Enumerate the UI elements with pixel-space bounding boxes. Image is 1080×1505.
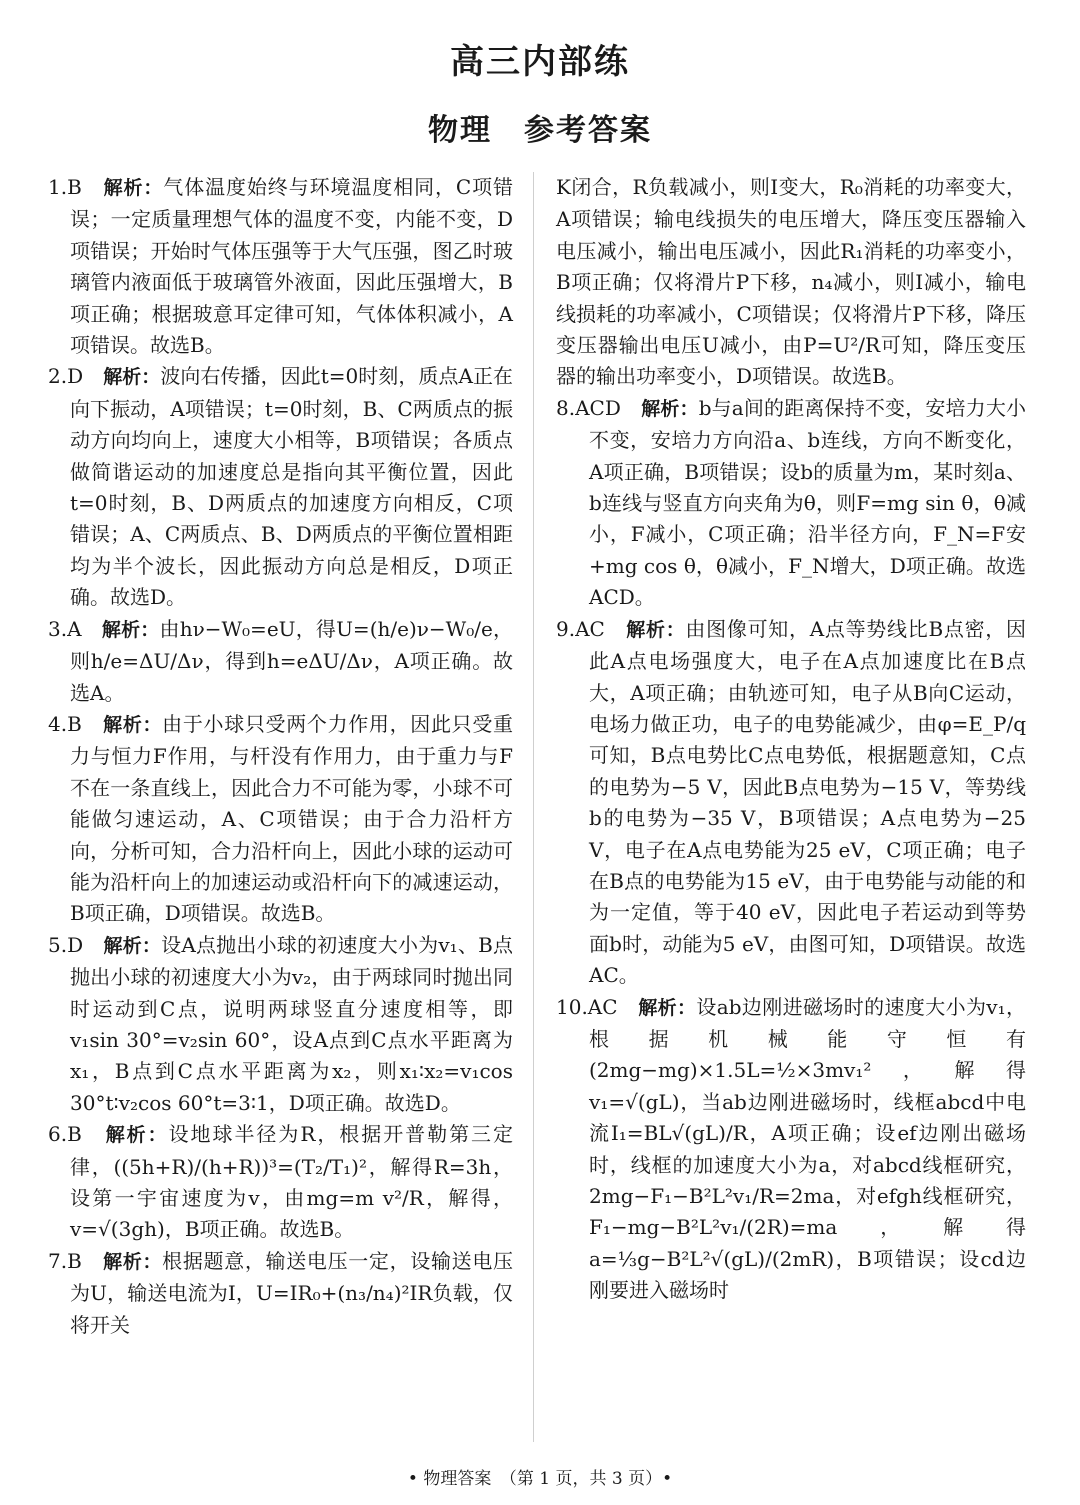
answer-text: 由于小球只受两个力作用，因此只受重力与恒力F作用，与杆没有作用力，由于重力与F不在一条直线上，因此合力不可能为零，小球不可能做匀速运动，A、C项错误；由于合力沿杆方向，分析可知，合力沿杆向上，因此小球的运动可能为沿杆向上的加速运动或沿杆向下的减速运动，B项正确，D项错误。故选B。 [70,711,513,926]
answer-item [48,361,513,613]
answer-label: 解析： [103,713,163,736]
answer-item [48,172,513,361]
answer-item [48,614,513,709]
answer-text: K闭合，R负载减小，则I变大，R₀消耗的功率变大，A项错误；输电线损失的电压增大，降压变压器输入电压减小，输出电压减小，因此R₁消耗的功率变小，B项正确；仅将滑片P下移，n₄减小，则I减小，输电线损耗的功率减小，C项错误；仅将滑片P下移，降压变压器输出电压U减小，由P=U²/R可知，降压变压器的输出功率变小，D项错误。故选B。 [556,175,1026,389]
answer-item [556,614,1026,992]
answer-label: 解析： [101,618,160,641]
page-subtitle: 物理 参考答案 [428,113,652,148]
answer-item [556,393,1026,614]
answer-number: 1.B [48,175,82,199]
answer-text: b与a间的距离保持不变，安培力大小不变，安培力方向沿a、b连线，方向不断变化，A项正确，B项错误；设b的质量为m，某时刻a、b连线与竖直方向夹角为θ，则F=mg sin θ，θ减小，F减小，C项正确；沿半径方向，F_N=F安+mg cos θ，θ减小，F_N增大，D项正确。故选ACD。 [589,395,1026,610]
answer-item [48,1246,513,1341]
answer-number: 9.AC [556,616,605,641]
answer-number: 7.B [48,1248,82,1273]
answer-label: 解析： [103,366,161,389]
answer-text: 由图像可知，A点等势线比B点密，因此A点电场强度大，电子在A点加速度比在B点大，A项正确；由轨迹可知，电子从B向C运动，电场力做正功，电子的电势能减少，由φ=E_P/q可知，B点电势比C点电势低，根据题意知，C点的电势为−5 V，因此B点电势为−15 V，等势线b的电势为−35 V，B项错误；A点电势为−25 V，电子在A点电势能为25 eV，C项正确；电子在B点的电势能为15 eV，由于电势能与动能的和为一定值，等于40 eV，因此电子若运动到等势面b时，动能为5 eV，由图可知，D项错误。故选AC。 [589,616,1027,988]
answer-number: 2.D [48,364,84,389]
left-column [48,172,513,1341]
answer-text: 气体温度始终与环境温度相同，C项错误；一定质量理想气体的温度不变，内能不变，D项错误；开始时气体压强等于大气压强，图乙时玻璃管内液面低于玻璃管外液面，因此压强增大，B项正确；根据玻意耳定律可知，气体体积减小，A项错误。故选B。 [70,175,513,358]
answer-label: 解析： [641,397,699,420]
right-column [556,172,1026,1307]
answer-text: 设ab边刚进磁场时的速度大小为v₁，根据机械能守恒有(2mg−mg)×1.5L=½×3mv₁²，解得v₁=√(gL)，当ab边刚进磁场时，线框abcd中电流I₁=BL√(gL)/R，A项正确；设ef边刚出磁场时，线框的加速度大小为a，对abcd线框研究，2mg−F₁−B²L²v₁/R=2ma，对efgh线框研究，F₁−mg−B²L²v₁/(2R)=ma，解得a=⅓g−B²L²√(gL)/(2mR)，B项错误；设cd边刚要进入磁场时 [589,994,1026,1303]
answer-continuation [556,172,1026,393]
page-title: 高三内部练 [450,42,630,82]
answer-text: 根据题意，输送电压一定，设输送电压为U，输送电流为I，U=IR₀+(n₃/n₄)²IR负载，仅将开关 [70,1248,513,1337]
answer-label: 解析： [103,177,164,199]
answer-label: 解析： [103,934,162,957]
column-divider [533,172,534,1442]
answer-text: 设A点抛出小球的初速度大小为v₁、B点抛出小球的初速度大小为v₂，由于两球同时抛出同时运动到C点，说明两球竖直分速度相等，即v₁sin 30°=v₂sin 60°，设A点到C点水平距离为x₁，B点到C点水平距离为x₂，则x₁∶x₂=v₁cos 30°t∶v₂cos 60°t=3∶1，D项正确。故选D。 [70,932,513,1115]
answer-item [556,992,1026,1307]
answer-number: 10.AC [556,994,618,1019]
answer-text: 波向右传播，因此t=0时刻，质点A正在向下振动，A项错误；t=0时刻，B、C两质点的振动方向均向上，速度大小相等，B项错误；各质点做简谐运动的加速度总是指向其平衡位置，因此t=0时刻，B、D两质点的加速度方向相反，C项错误；A、C两质点、B、D两质点的平衡位置相距均为半个波长，因此振动方向总是相反，D项正确。故选D。 [70,364,514,610]
answer-label: 解析： [103,1250,163,1273]
answer-number: 4.B [48,711,82,736]
answer-text: 由hν−W₀=eU，得U=(h/e)ν−W₀/e，则h/e=ΔU/Δν，得到h=eΔU/Δν，A项正确。故选A。 [70,616,514,705]
answer-label: 解析： [105,1124,169,1147]
answer-number: 8.ACD [556,395,621,420]
page-footer: • 物理答案 （第 1 页，共 3 页）• [407,1469,673,1489]
answer-label: 解析： [638,996,697,1019]
answer-item [48,709,513,930]
answer-number: 6.B [48,1122,82,1147]
answer-number: 3.A [48,616,82,641]
answer-item [48,930,513,1119]
answer-label: 解析： [626,618,686,641]
answer-number: 5.D [48,932,84,957]
answer-item [48,1119,513,1246]
answer-text: 设地球半径为R，根据开普勒第三定律，((5h+R)/(h+R))³=(T₂/T₁)²，解得R=3h，设第一宇宙速度为v，由mg=m v²/R，解得，v=√(3gh)，B项正确。故选B。 [70,1122,513,1242]
